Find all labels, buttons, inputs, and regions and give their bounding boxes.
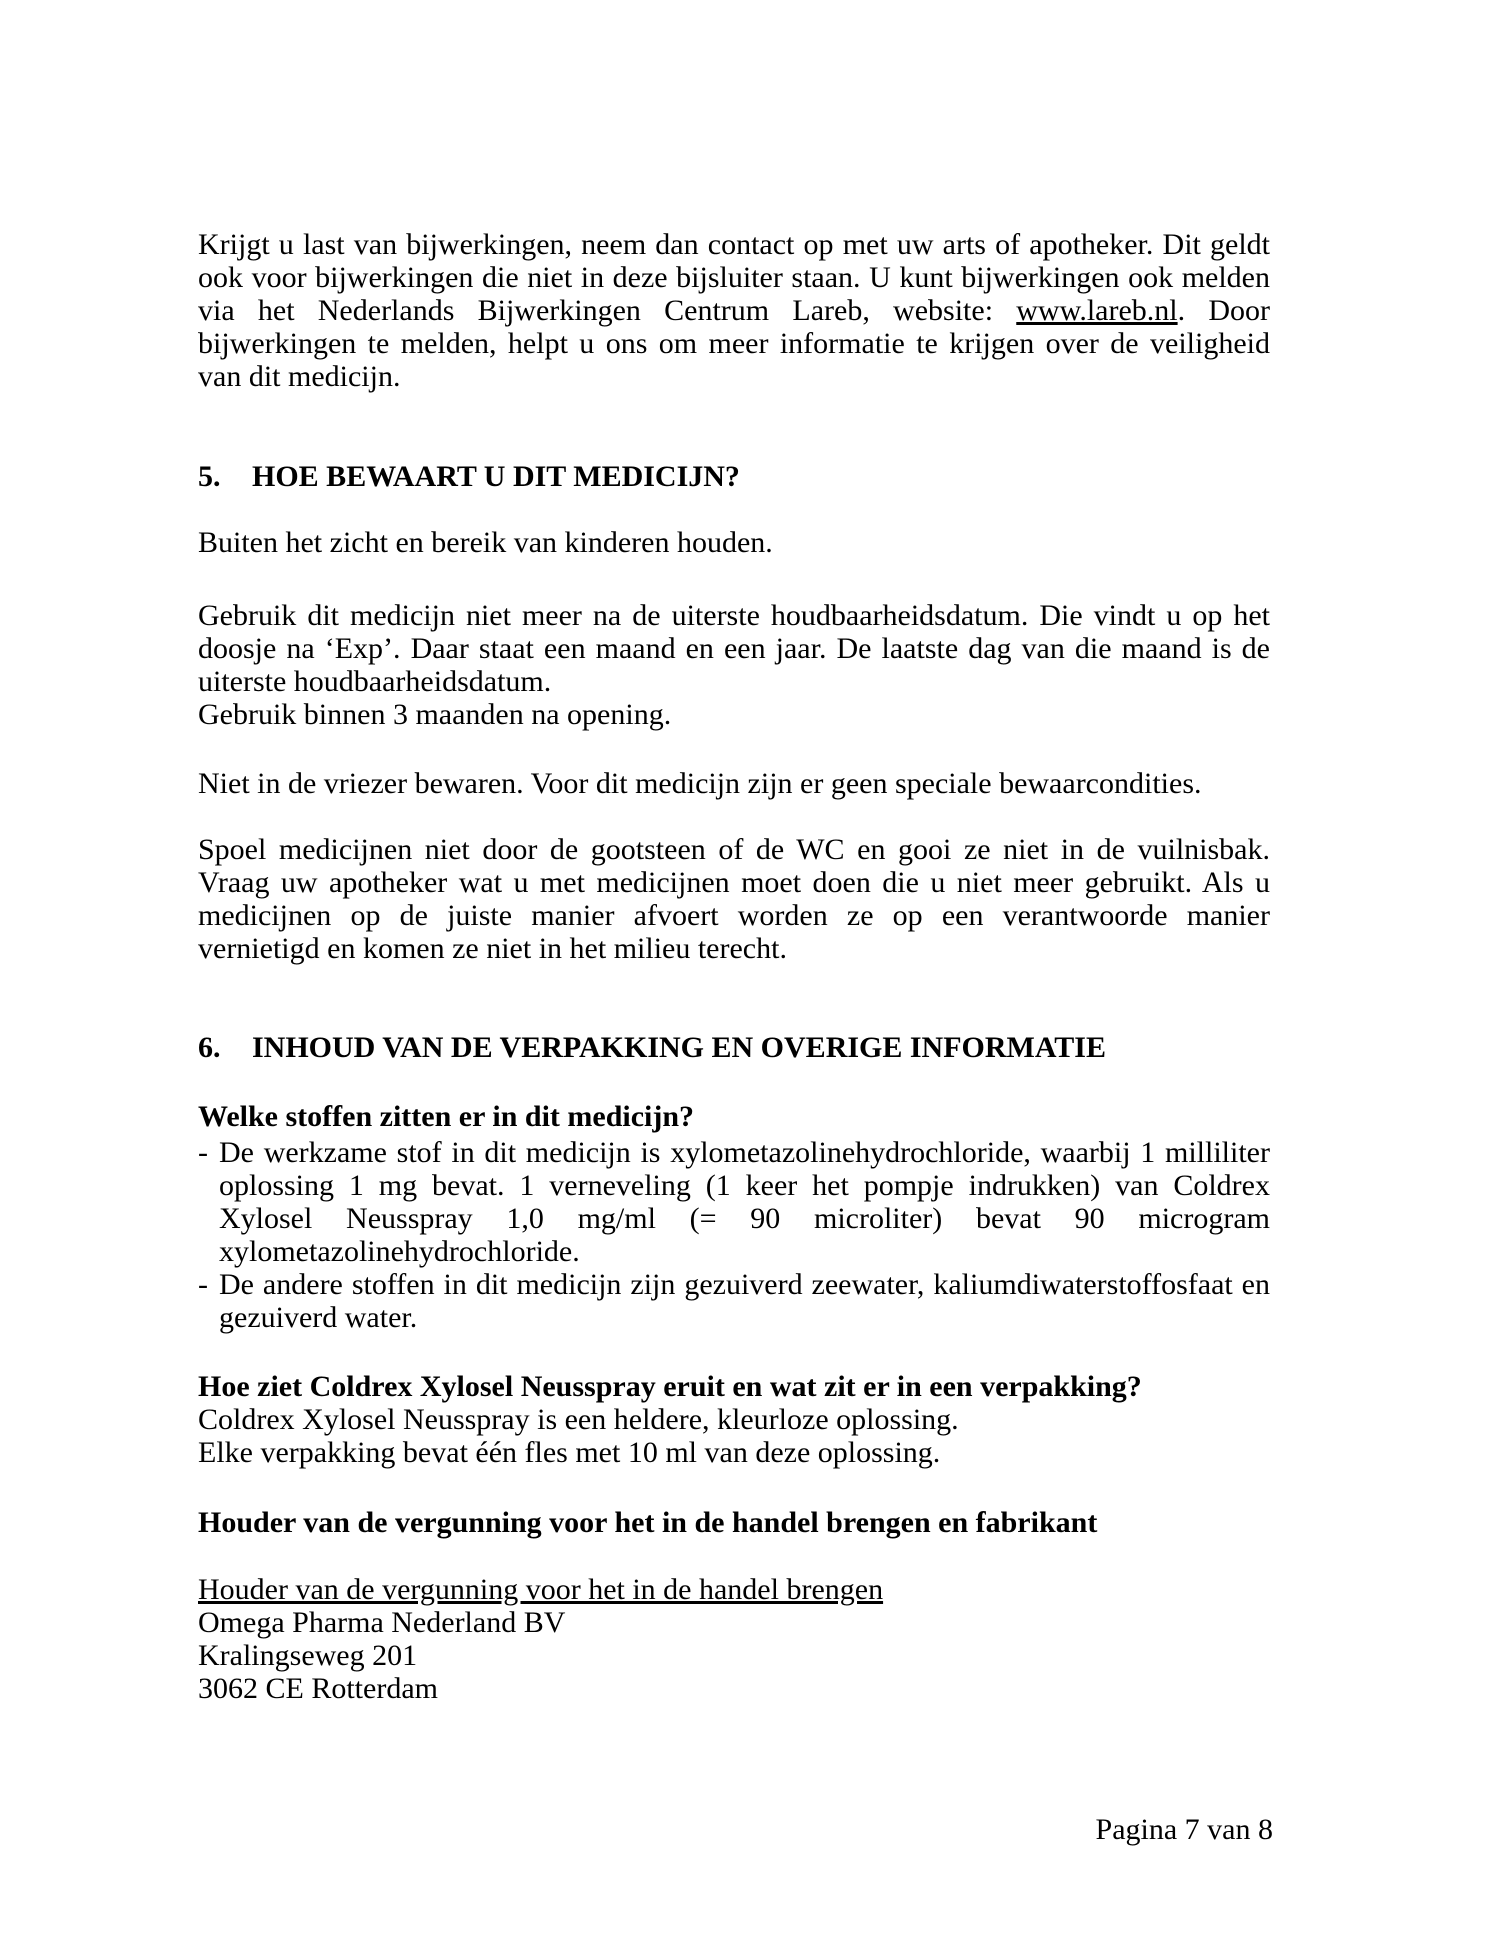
substances-heading: Welke stoffen zitten er in dit medicijn?	[198, 1100, 695, 1133]
holder-details	[198, 1573, 1270, 1705]
intro-paragraph	[198, 228, 1270, 393]
keep-out-of-reach-note: Buiten het zicht en bereik van kinderen houden.	[198, 526, 773, 559]
address-line-city: 3062 CE Rotterdam	[198, 1672, 438, 1705]
list-dash: -	[198, 1136, 208, 1169]
appearance-description	[198, 1403, 1270, 1469]
list-item	[198, 1268, 1270, 1334]
appearance-line: Elke verpakking bevat één fles met 10 ml van deze oplossing.	[198, 1436, 941, 1469]
intro-text-after-link: . Door bijwerkingen te melden, helpt u ons om meer informatie te krijgen over de veiligheid van dit medicijn.	[198, 294, 1270, 393]
page-content	[198, 0, 1270, 1705]
section-5-heading	[198, 460, 1270, 493]
section-5-title: HOE BEWAART U DIT MEDICIJN?	[252, 460, 740, 493]
substances-list	[198, 1136, 1270, 1334]
list-item	[198, 1136, 1270, 1268]
section-6-heading	[198, 1031, 1270, 1064]
section-5-number: 5.	[198, 460, 221, 493]
holder-subheading: Houder van de vergunning voor het in de handel brengen	[198, 1573, 884, 1606]
list-item-text: De werkzame stof in dit medicijn is xylometazolinehydrochloride, waarbij 1 milliliter oplossing 1 mg bevat. 1 verneveling (1 keer het pompje indrukken) van Coldrex Xylosel Neusspray 1,0 mg/ml (= 90 microliter) bevat 90 microgram xylometazolinehydrochloride.	[219, 1136, 1270, 1268]
use-within-note: Gebruik binnen 3 maanden na opening.	[198, 698, 672, 731]
expiry-paragraph	[198, 599, 1270, 731]
section-6-title: INHOUD VAN DE VERPAKKING EN OVERIGE INFORMATIE	[252, 1031, 1106, 1064]
list-item-text: De andere stoffen in dit medicijn zijn gezuiverd zeewater, kaliumdiwaterstoffosfaat en gezuiverd water.	[219, 1268, 1270, 1334]
list-dash: -	[198, 1268, 208, 1301]
disposal-paragraph: Spoel medicijnen niet door de gootsteen of de WC en gooi ze niet in de vuilnisbak. Vraag uw apotheker wat u met medicijnen moet doen die u niet meer gebruikt. Als u medicijnen op de juiste manier afvoert worden ze op een verantwoorde manier vernietigd en komen ze niet in het milieu terecht.	[198, 833, 1270, 965]
intro-text-before-link: Krijgt u last van bijwerkingen, neem dan contact op met uw arts of apotheker. Dit geldt ook voor bijwerkingen die niet in deze bijsluiter staan. U kunt bijwerkingen ook melden via het Nederlands Bijwerkingen Centrum Lareb, website:	[198, 228, 1270, 327]
address-line-street: Kralingseweg 201	[198, 1639, 418, 1672]
appearance-line: Coldrex Xylosel Neusspray is een heldere, kleurloze oplossing.	[198, 1403, 959, 1436]
address-line-company: Omega Pharma Nederland BV	[198, 1606, 566, 1639]
freezer-note: Niet in de vriezer bewaren. Voor dit medicijn zijn er geen speciale bewaarcondities.	[198, 767, 1202, 800]
section-6-number: 6.	[198, 1031, 221, 1064]
page-number: Pagina 7 van 8	[1095, 1813, 1273, 1846]
lareb-website-link[interactable]: www.lareb.nl	[1016, 294, 1178, 327]
expiry-text: Gebruik dit medicijn niet meer na de uiterste houdbaarheidsdatum. Die vindt u op het doosje na ‘Exp’. Daar staat een maand en een jaar. De laatste dag van die maand is de uiterste houdbaarheidsdatum.	[198, 599, 1270, 698]
appearance-heading: Hoe ziet Coldrex Xylosel Neusspray eruit en wat zit er in een verpakking?	[198, 1370, 1142, 1403]
holder-manufacturer-heading: Houder van de vergunning voor het in de handel brengen en fabrikant	[198, 1506, 1098, 1539]
